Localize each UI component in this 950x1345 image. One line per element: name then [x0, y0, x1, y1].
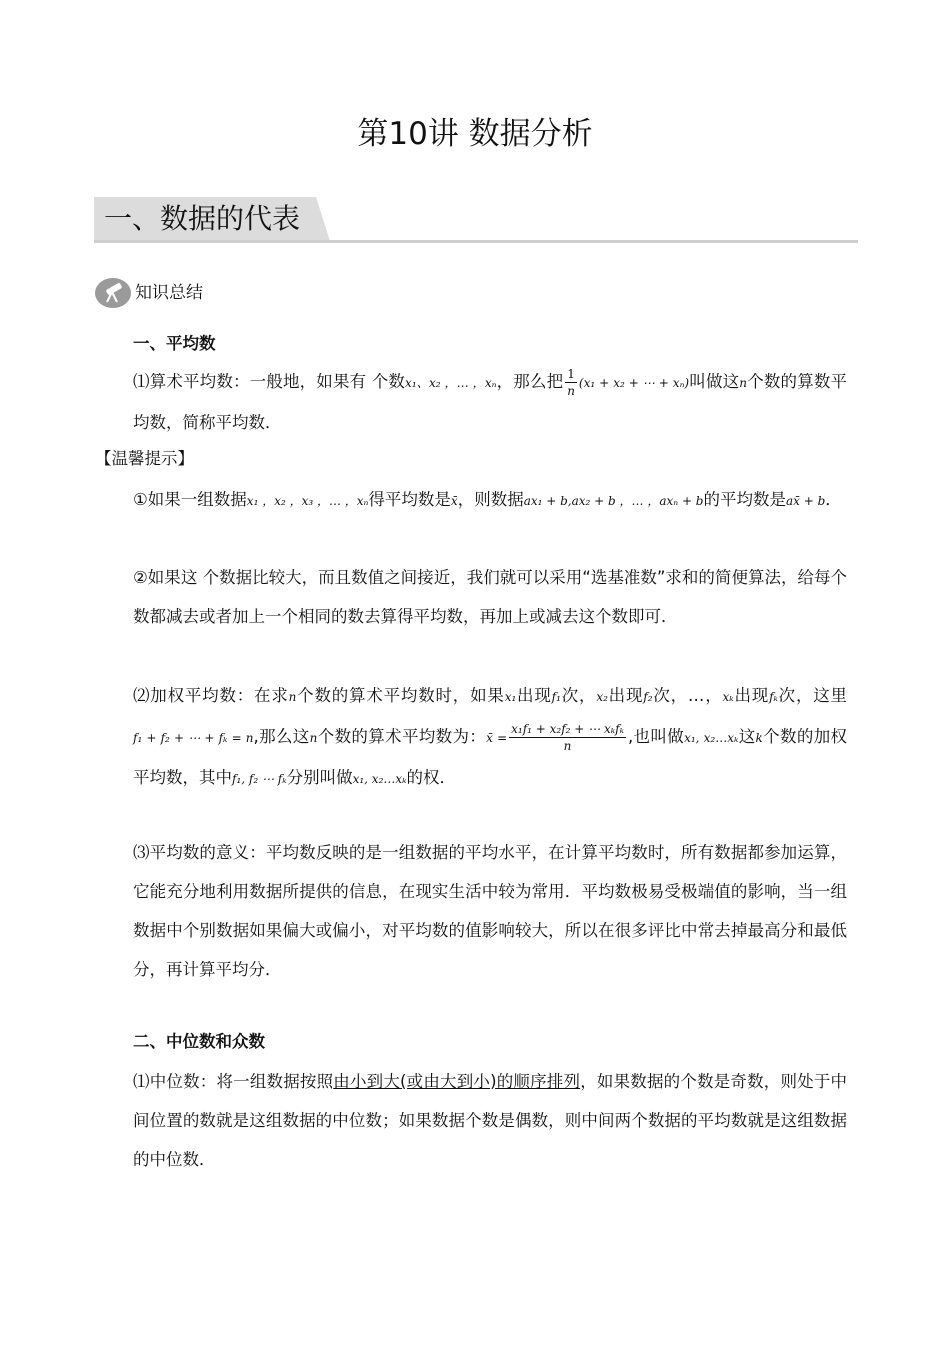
math-sum: (x₁ + x₂ + ⋯ + xₙ) [578, 376, 690, 390]
telescope-icon [94, 277, 132, 309]
math-weighted-fraction: $\frac{\text{x₁f₁ + x₂f₂ + ⋯ xₖfₖ}}{n}$ [511, 721, 624, 753]
section-title: 一、数据的代表 [104, 202, 301, 235]
tip-2: ②如果这 个数据比较大，而且数值之间接近，我们就可以采用“选基准数”求和的简便算法，给每个数都减去或者加上一个相同的数去算得平均数，再加上或减去这个数即可． [133, 568, 847, 626]
heading-mean: 一、平均数 [133, 334, 216, 353]
paragraph-arithmetic-mean: ⑴算术平均数：一般地，如果有 个数x₁、x₂ ，… ，xₙ，那么把 $\frac{1}{n}$ (x₁ + x₂ + ⋯ + xₙ)叫做这n个数的算数平均数，简称平均数． [133, 366, 848, 432]
heading-median-mode: 二、中位数和众数 [133, 1032, 265, 1051]
paragraph-weighted-mean: ⑵加权平均数：在求n个数的算术平均数时，如果x₁出现f₁次，x₂出现f₂次，…，xₖ出现fₖ次，这里f₁ + f₂ + ⋯ + fₖ = n,那么这n个数的算术平均数为：x̄ = $\frac{\text{x₁f₁ + x₂f₂ + ⋯ xₖfₖ}}{n}$ ,也叫做x₁, x₂…xₖ这k个数的加权平均数，其中f₁, f₂ ⋯ fₖ分别叫做x₁, x₂…xₖ的权． [133, 686, 848, 787]
underlined-order: 由小到大(或由大到小)的顺序排列 [333, 1072, 581, 1091]
math-x-list: x₁、x₂ ，… ，xₙ [405, 376, 497, 390]
paragraph-mean-meaning: ⑶平均数的意义：平均数反映的是一组数据的平均水平，在计算平均数时，所有数据都参加运算，它能充分地利用数据所提供的信息，在现实生活中较为常用．平均数极易受极端值的影响，当一组数据中个别数据如果偏大或偏小，对平均数的值影响较大，所以在很多评比中常去掉最高分和最低分，再计算平均分． [133, 843, 847, 979]
summary-label: 知识总结 [135, 283, 203, 303]
tip-label: 【温馨提示】 [95, 449, 194, 468]
page-title: 第10讲 数据分析 [357, 116, 593, 152]
paragraph-median: ⑴中位数：将一组数据按照由小到大(或由大到小)的顺序排列，如果数据的个数是奇数，则处于中间位置的数就是这组数据的中位数；如果数据个数是偶数，则中间两个数据的平均数就是这组数据的中位数． [133, 1072, 848, 1169]
math-fraction: $\frac{1}{n}$ [567, 366, 575, 398]
tip-1: ①如果一组数据x₁ ，x₂ ，x₃ ，… ，xₙ得平均数是x̄，则数据ax₁ + b,ax₂ + b ，… ，axₙ + b的平均数是ax̄ + b． [133, 490, 842, 509]
